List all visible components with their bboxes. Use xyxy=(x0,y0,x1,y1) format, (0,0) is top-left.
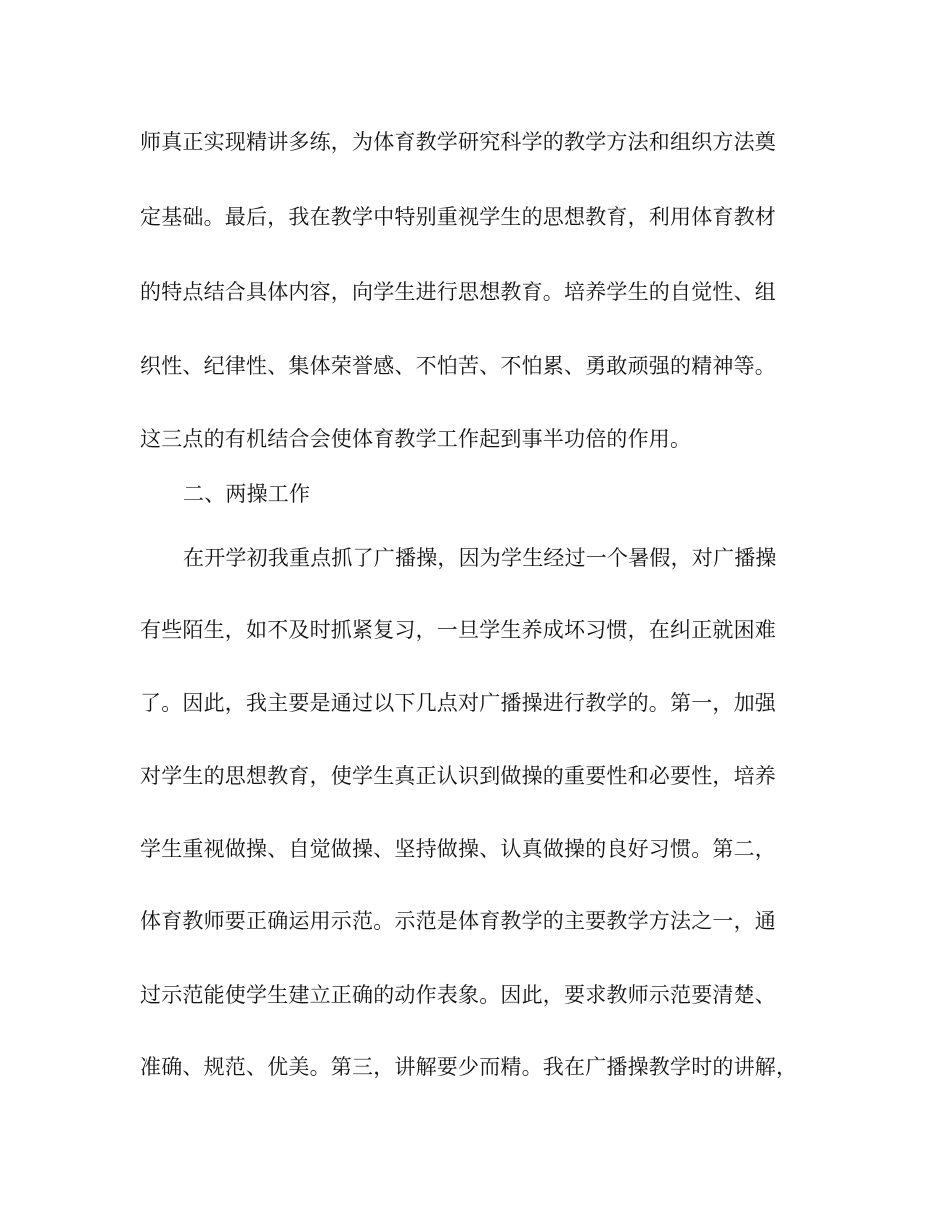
body-line: 师真正实现精讲多练，为体育教学研究科学的教学方法和组织方法奠 xyxy=(140,130,776,154)
body-line: 定基础。最后，我在教学中特别重视学生的思想教育，利用体育教材 xyxy=(140,205,776,229)
body-line: 这三点的有机结合会使体育教学工作起到事半功倍的作用。 xyxy=(140,427,692,451)
body-line: 过示范能使学生建立正确的动作表象。因此，要求教师示范要清楚、 xyxy=(140,983,776,1007)
body-line: 学生重视做操、自觉做操、坚持做操、认真做操的良好习惯。第二， xyxy=(140,837,776,861)
body-line: 的特点结合具体内容，向学生进行思想教育。培养学生的自觉性、组 xyxy=(140,280,776,304)
body-line: 准确、规范、优美。第三，讲解要少而精。我在广播操教学时的讲解， xyxy=(140,1055,798,1079)
body-line: 体育教师要正确运用示范。示范是体育教学的主要教学方法之一，通 xyxy=(140,909,776,933)
body-line: 对学生的思想教育，使学生真正认识到做操的重要性和必要性，培养 xyxy=(140,764,776,788)
body-line: 了。因此，我主要是通过以下几点对广播操进行教学的。第一，加强 xyxy=(140,691,776,715)
body-line: 在开学初我重点抓了广播操，因为学生经过一个暑假，对广播操 xyxy=(183,546,777,570)
body-line: 有些陌生，如不及时抓紧复习，一旦学生养成坏习惯，在纠正就困难 xyxy=(140,618,776,642)
body-line: 织性、纪律性、集体荣誉感、不怕苦、不怕累、勇敢顽强的精神等。 xyxy=(140,354,776,378)
section-heading: 二、两操工作 xyxy=(183,482,311,506)
